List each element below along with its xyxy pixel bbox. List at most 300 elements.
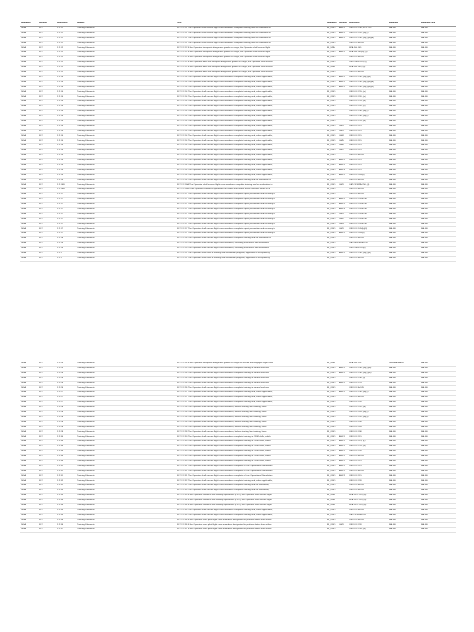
table-cell: ORO.FC.215; (b) xyxy=(348,119,388,124)
table-row xyxy=(20,168,456,173)
table-cell: AMC1 xyxy=(338,459,348,464)
table-cell: ORO.FC.125 xyxy=(348,381,388,386)
table-cell: FALSE xyxy=(388,242,420,247)
table-cell: ISSA xyxy=(20,46,38,51)
table-cell: FLT 2.2.14 The Operator shall ensure flight crew members complete training and, when applicable, xyxy=(176,129,326,134)
table-cell: FLT 2.2.34 If the Operator conducts low visibility operations (LVO), the Operator shall ensure flight xyxy=(176,503,326,508)
table-cell: AMC1 xyxy=(338,173,348,178)
table-cell: FLT 2.2.17 The Operator shall ensure flight crew members complete upset prevention and recovery tr xyxy=(176,232,326,237)
table-cell: AMC3 xyxy=(338,168,348,173)
table-cell: GM2 xyxy=(338,217,348,222)
table-row xyxy=(20,61,456,66)
table-row xyxy=(20,523,456,528)
table-cell: FLT xyxy=(38,183,56,188)
table-cell: FLT 2.2.14 The Operator shall ensure flight crew members complete training and, when applicable, xyxy=(176,110,326,115)
table-cell: ORO.FC.115 xyxy=(348,464,388,469)
table-row xyxy=(20,36,456,41)
table-cell: FALSE xyxy=(388,163,420,168)
table-row xyxy=(20,513,456,518)
table-cell: Training Elements xyxy=(76,371,176,376)
table-row xyxy=(20,158,456,163)
table-cell: FLT 2.2.16A The Operator shall ensure flight crew members complete training and an evaluation in xyxy=(176,183,326,188)
table-cell: 2.2.19 xyxy=(56,242,76,247)
table-cell: Training Elements xyxy=(76,61,176,66)
table-cell: AMC1 xyxy=(338,31,348,36)
table-cell: ORO.FC.230; (b)(1) xyxy=(348,110,388,115)
table-cell: ORO.FC.A.245 xyxy=(348,396,388,401)
table-cell: IR_SPA xyxy=(326,46,338,51)
table-cell: ORO.FC.235; (a) xyxy=(348,528,388,533)
table-cell: 2.2.14 xyxy=(56,100,76,105)
table-row xyxy=(20,518,456,523)
table-cell xyxy=(338,528,348,533)
table-row xyxy=(20,246,456,251)
table-cell: FALSE xyxy=(420,105,456,110)
table-cell: FLT xyxy=(38,134,56,139)
table-row xyxy=(20,371,456,376)
table-cell: FALSE xyxy=(420,100,456,105)
table-cell: IR_ORO xyxy=(326,518,338,523)
table-cell: 2.2.1 xyxy=(56,256,76,261)
table-cell: FALSE xyxy=(388,95,420,100)
table-cell: 2.2.17 xyxy=(56,227,76,232)
table-cell: FALSE xyxy=(388,371,420,376)
table-cell: 2.2.30 xyxy=(56,445,76,450)
table-cell: ISSA xyxy=(20,410,38,415)
table-cell: FLT 2.2.14 The Operator shall ensure flight crew members complete training and, when applicable, xyxy=(176,158,326,163)
table-cell: FLT 2.2.17 The Operator shall ensure flight crew members complete upset prevention and recovery tr xyxy=(176,198,326,203)
table-cell: IR_ORO xyxy=(326,430,338,435)
table-cell: FALSE xyxy=(420,508,456,513)
table-cell: ORO.FC.A.245 xyxy=(348,188,388,193)
table-cell: ISSA xyxy=(20,246,38,251)
table-cell: 2.2.28 xyxy=(56,425,76,430)
table-cell: FALSE xyxy=(388,396,420,401)
table-cell: IR_ORO xyxy=(326,484,338,489)
table-cell: AMC1 xyxy=(338,232,348,237)
table-cell: IR_ORO xyxy=(326,227,338,232)
table-cell: FALSE xyxy=(420,469,456,474)
table-cell: ORO.FC.A.245 xyxy=(348,41,388,46)
table-cell: FALSE xyxy=(420,474,456,479)
table-cell: FLT 2.2.28 The Operator shall ensure flight crew members, before starting line training, have xyxy=(176,415,326,420)
table-cell: AMC1 xyxy=(338,26,348,31)
table-cell: FALSE xyxy=(420,464,456,469)
table-cell: FLT xyxy=(38,222,56,227)
table-cell: ORO.FC.220&230 xyxy=(348,212,388,217)
table-cell: ISSA xyxy=(20,134,38,139)
table-row xyxy=(20,528,456,533)
table-cell: FALSE xyxy=(388,110,420,115)
table-cell: FLT 2.2.36 If the Operator uses pilot flight crew members designated to perform duties from either xyxy=(176,518,326,523)
table-cell: Training Elements xyxy=(76,415,176,420)
table-cell: FALSE xyxy=(420,51,456,56)
table-cell: IR_ORO xyxy=(326,85,338,90)
table-cell: 2.2.12 xyxy=(56,66,76,71)
table-cell: ISSA xyxy=(20,362,38,366)
table-cell: Training Elements xyxy=(76,154,176,159)
table-cell: Training Elements xyxy=(76,362,176,366)
table-cell: FLT xyxy=(38,489,56,494)
table-cell: IR_ORO xyxy=(326,100,338,105)
table-cell: FALSE xyxy=(420,193,456,198)
table-cell: FLT 2.2.1L The Operator shall have a training and evaluation program, approved or accepted by xyxy=(176,256,326,261)
table-cell: ISSA xyxy=(20,376,38,381)
table-cell: ISSA xyxy=(20,198,38,203)
table-cell: ISSA xyxy=(20,75,38,80)
col-header: Reference xyxy=(348,22,388,26)
table-cell: ISSA xyxy=(20,232,38,237)
table-cell: Training Elements xyxy=(76,110,176,115)
table-cell: ORO.FC.115 xyxy=(348,144,388,149)
table-row xyxy=(20,494,456,499)
table-cell: FLT 2.2.14 The Operator shall ensure flight crew members complete training and, when applicable, xyxy=(176,149,326,154)
table-cell: ORO.FC.230; (f) xyxy=(348,376,388,381)
table-cell: FALSE xyxy=(388,523,420,528)
table-cell: ORO.FC.220; (a) xyxy=(348,95,388,100)
table-cell: FALSE xyxy=(388,183,420,188)
table-row xyxy=(20,66,456,71)
table-cell: FLT xyxy=(38,193,56,198)
table-cell: CAT.GEN.MPA.120 xyxy=(348,242,388,247)
table-cell: 2.2.28 xyxy=(56,415,76,420)
table-cell: Training Elements xyxy=(76,251,176,256)
table-cell: FLT xyxy=(38,366,56,371)
table-cell: Training Elements xyxy=(76,222,176,227)
table-cell: FLT xyxy=(38,401,56,406)
table-row xyxy=(20,232,456,237)
table-cell: IR_ORO xyxy=(326,75,338,80)
table-cell: ISSA xyxy=(20,523,38,528)
table-cell: FALSE xyxy=(420,26,456,31)
table-cell: Training Elements xyxy=(76,494,176,499)
table-cell: IR_ORO xyxy=(326,26,338,31)
table-cell: ORO.FC.220; (b)(3) xyxy=(348,415,388,420)
table-row xyxy=(20,70,456,75)
table-cell: ISSA xyxy=(20,386,38,391)
table-cell: FALSE xyxy=(388,366,420,371)
table-cell: IR_SPA xyxy=(326,66,338,71)
table-cell: ORO.FC.220&230 xyxy=(348,202,388,207)
table-row xyxy=(20,251,456,256)
table-cell: FALSE xyxy=(388,528,420,533)
table-cell: IR_ORO xyxy=(326,124,338,129)
table-cell: FALSE xyxy=(388,36,420,41)
table-cell: ORO.FC.115 xyxy=(348,474,388,479)
table-row xyxy=(20,90,456,95)
table-cell: ORO.FC.A.245 xyxy=(348,193,388,198)
table-cell: IR_ORO xyxy=(326,445,338,450)
table-row xyxy=(20,51,456,56)
table-page-2 xyxy=(20,362,456,533)
table-cell: FLT xyxy=(38,75,56,80)
table-cell: Training Elements xyxy=(76,420,176,425)
table-cell: ISSA xyxy=(20,158,38,163)
table-cell: FLT xyxy=(38,158,56,163)
table-cell: FLT xyxy=(38,246,56,251)
table-cell: FLT xyxy=(38,508,56,513)
table-cell: FLT xyxy=(38,237,56,242)
table-row xyxy=(20,242,456,247)
table-cell: GM1 xyxy=(338,124,348,129)
table-cell: ORO.FC.230; FCL.725 xyxy=(348,26,388,31)
table-cell: FLT xyxy=(38,198,56,203)
table-cell: FALSE xyxy=(420,36,456,41)
table-cell: Training Elements xyxy=(76,489,176,494)
table-cell: ISSA xyxy=(20,100,38,105)
table-cell: IR_ORO xyxy=(326,401,338,406)
table-cell: 2.2.37 xyxy=(56,528,76,533)
table-cell: FLT xyxy=(38,80,56,85)
table-cell: IR_ORO xyxy=(326,256,338,261)
table-row xyxy=(20,85,456,90)
table-cell: IR_ORO xyxy=(326,425,338,430)
table-cell: 2.2.14 xyxy=(56,144,76,149)
table-cell: IR_ORO xyxy=(326,207,338,212)
table-cell: ISSA xyxy=(20,513,38,518)
table-cell: IR_ORO xyxy=(326,435,338,440)
table-cell: 2.2.14 xyxy=(56,80,76,85)
table-cell: FLT xyxy=(38,381,56,386)
table-cell: FALSE xyxy=(388,251,420,256)
table-cell: ORO.FC.115 xyxy=(348,124,388,129)
table-cell: 2.2.17 xyxy=(56,207,76,212)
table-cell: FLT xyxy=(38,494,56,499)
table-cell: Training Elements xyxy=(76,149,176,154)
table-cell: 2.2.17 xyxy=(56,212,76,217)
table-cell: FLT 2.2.12 If the Operator transports dangerous goods as cargo, the Operator shall ensure flight xyxy=(176,56,326,61)
table-cell: FLT 2.2.14 The Operator shall ensure flight crew members complete training and, when applicable, xyxy=(176,168,326,173)
table-cell: 2.2.19 xyxy=(56,246,76,251)
table-cell: ORO.FC.A.245 xyxy=(348,256,388,261)
table-cell: FALSE xyxy=(388,61,420,66)
table-cell: Training Elements xyxy=(76,124,176,129)
table-cell: FLT xyxy=(38,479,56,484)
table-cell: Training Elements xyxy=(76,518,176,523)
table-cell: ISSA xyxy=(20,51,38,56)
table-cell: 2.2.27 xyxy=(56,391,76,396)
table-cell: Training Elements xyxy=(76,163,176,168)
table-cell: FALSE xyxy=(420,528,456,533)
table-cell: 2.2.14 xyxy=(56,75,76,80)
table-cell: FALSE xyxy=(420,144,456,149)
table-cell: FLT 2.2.35 The Operator shall ensure flight crew members complete training and, when applicable, xyxy=(176,508,326,513)
table-cell xyxy=(338,256,348,261)
table-cell: ORO.FC.A.245 xyxy=(348,469,388,474)
table-cell: ISSA xyxy=(20,430,38,435)
table-cell: ISSA xyxy=(20,528,38,533)
table-cell: AMC1 xyxy=(338,391,348,396)
table-row xyxy=(20,420,456,425)
table-cell: ISSA xyxy=(20,396,38,401)
table-cell: 2.2.36 xyxy=(56,523,76,528)
table-cell: GM1 xyxy=(338,523,348,528)
table-cell: IR_ORO xyxy=(326,246,338,251)
table-cell: FALSE xyxy=(388,139,420,144)
table-cell: FLT xyxy=(38,95,56,100)
table-cell: IR_ORO xyxy=(326,371,338,376)
table-cell: FLT 2.2.27 The Operator shall ensure flight crew members complete training and, when applicable, xyxy=(176,396,326,401)
table-cell: IR_ORO xyxy=(326,450,338,455)
table-cell: FLT 2.2.31 The Operator shall ensure flight crew members complete a Line Operational Simulation xyxy=(176,464,326,469)
table-cell: Training Elements xyxy=(76,479,176,484)
table-cell: 2.2.30 xyxy=(56,450,76,455)
table-cell: FLT xyxy=(38,376,56,381)
table-cell: AMC1 xyxy=(338,85,348,90)
table-cell: FALSE xyxy=(420,124,456,129)
table-cell: ORO.FC.205(a) xyxy=(348,232,388,237)
table-cell: IR_ORO xyxy=(326,381,338,386)
table-row xyxy=(20,440,456,445)
table-cell: SPA.DG.105; (a) xyxy=(348,66,388,71)
table-cell: 2.2.14 xyxy=(56,178,76,183)
table-cell: Training Elements xyxy=(76,80,176,85)
table-cell: FLT 2.2.28 The Operator shall ensure flight crew members, before starting line training, have xyxy=(176,430,326,435)
table-cell: FALSE xyxy=(388,440,420,445)
table-row xyxy=(20,100,456,105)
table-cell: Training Elements xyxy=(76,119,176,124)
page-2 xyxy=(0,316,474,632)
table-cell: FLT 2.2.12 If the Operator transports dangerous goods as cargo, the Operator shall ensure flight xyxy=(176,46,326,51)
table-cell: Training Elements xyxy=(76,513,176,518)
table-cell: FLT xyxy=(38,498,56,503)
table-row xyxy=(20,237,456,242)
table-cell: FLT 2.2.25 The Operator shall ensure flight crew members complete training in normal and non xyxy=(176,366,326,371)
table-cell: IR_ORO xyxy=(326,523,338,528)
table-cell: AMC1 xyxy=(338,381,348,386)
table-cell: FALSE xyxy=(420,212,456,217)
table-cell: ORO.FC.115; (c) xyxy=(348,440,388,445)
table-cell: ORO.FC.330 xyxy=(348,430,388,435)
table-cell: ISSA xyxy=(20,366,38,371)
table-cell: IR_ORO xyxy=(326,232,338,237)
table-row xyxy=(20,415,456,420)
table-cell: Training Elements xyxy=(76,464,176,469)
col-header: Section xyxy=(338,22,348,26)
table-cell: ISSA xyxy=(20,435,38,440)
table-cell: ISSA xyxy=(20,85,38,90)
table-cell: FLT 2.2.12 If the Operator transports dangerous goods as cargo, the Operator shall ensure flight xyxy=(176,51,326,56)
table-cell: FLT xyxy=(38,425,56,430)
table-cell: FALSE xyxy=(388,51,420,56)
table-cell: ISSA xyxy=(20,508,38,513)
table-cell: FLT xyxy=(38,154,56,159)
table-cell: FALSE xyxy=(420,232,456,237)
table-cell: Training Elements xyxy=(76,376,176,381)
table-cell: 2.2.14 xyxy=(56,173,76,178)
table-cell: 2.2.26 xyxy=(56,381,76,386)
table-row xyxy=(20,110,456,115)
table-cell: Training Elements xyxy=(76,459,176,464)
table-cell: Training Elements xyxy=(76,227,176,232)
table-cell: 2.2.14 xyxy=(56,149,76,154)
table-cell: Training Elements xyxy=(76,454,176,459)
table-row xyxy=(20,508,456,513)
col-header: Modified Link xyxy=(420,22,456,26)
table-cell: FALSE xyxy=(420,362,456,366)
table-cell: 2.2.14 xyxy=(56,163,76,168)
table-cell: ORO.FC.205; (b)(1) xyxy=(348,410,388,415)
table-cell: FLT xyxy=(38,256,56,261)
table-cell: ORO.FC.A.245 xyxy=(348,237,388,242)
table-cell: 2.2.17 xyxy=(56,202,76,207)
table-cell: 2.2.11 xyxy=(56,36,76,41)
table-cell: FALSE xyxy=(420,503,456,508)
table-cell: IR_ORO xyxy=(326,80,338,85)
table-cell: ORO.FC.220&230 xyxy=(348,217,388,222)
table-cell: ISSA xyxy=(20,227,38,232)
table-cell: IR_SPA xyxy=(326,498,338,503)
table-cell: 2.2.14 xyxy=(56,114,76,119)
table-cell: FLT 2.2.17 The Operator shall ensure flight crew members complete upset prevention and recovery tr xyxy=(176,202,326,207)
table-cell: AMC1 xyxy=(338,454,348,459)
table-cell: FLT xyxy=(38,528,56,533)
table-cell: FALSE xyxy=(388,105,420,110)
table-cell: Training Elements xyxy=(76,26,176,31)
table-cell: 2.2.16B xyxy=(56,183,76,188)
table-cell: FALSE xyxy=(388,70,420,75)
table-cell: FALSE xyxy=(420,227,456,232)
table-cell: FLT 2.2.14 The Operator shall ensure flight crew members complete training and, when applicable, xyxy=(176,173,326,178)
table-cell: FALSE xyxy=(388,188,420,193)
table-body-page-2 xyxy=(20,362,456,533)
table-cell: Training Elements xyxy=(76,56,176,61)
table-cell: FLT 2.2.12 If the Operator does not transport dangerous goods as cargo, the Operator shall ensure xyxy=(176,66,326,71)
table-cell: 2.2.31 xyxy=(56,474,76,479)
table-cell: IR_ORO xyxy=(326,158,338,163)
table-cell: FALSE xyxy=(420,396,456,401)
table-cell: FALSE xyxy=(420,242,456,247)
table-cell: FALSE xyxy=(388,445,420,450)
table-cell: Training Elements xyxy=(76,100,176,105)
table-cell: IR_ORO xyxy=(326,396,338,401)
table-cell: IR_ORO xyxy=(326,41,338,46)
table-cell: ORO.FC.115 xyxy=(348,459,388,464)
table-cell: 2.2.11 xyxy=(56,26,76,31)
table-cell: FALSE xyxy=(420,420,456,425)
table-cell: FALSE xyxy=(420,173,456,178)
table-cell: FALSE xyxy=(388,518,420,523)
table-cell: FLT xyxy=(38,173,56,178)
table-cell: Training Elements xyxy=(76,31,176,36)
table-cell: FLT 2.2.34 If the Operator conducts low visibility operations (LVO), the Operator shall ensure flight xyxy=(176,498,326,503)
table-cell: FALSE xyxy=(388,207,420,212)
table-cell: AMC2 xyxy=(338,163,348,168)
table-cell: ISSA xyxy=(20,401,38,406)
table-cell: FALSE xyxy=(388,202,420,207)
table-cell: FALSE xyxy=(420,168,456,173)
table-cell: ORO.GEN.110(f) xyxy=(348,246,388,251)
table-cell: FLT 2.2.14 The Operator shall ensure flight crew members complete training and, when applicable, xyxy=(176,105,326,110)
table-cell: AMC1 xyxy=(338,198,348,203)
table-cell: AMC1 xyxy=(338,440,348,445)
table-cell: 2.2.17 xyxy=(56,193,76,198)
col-header: Section xyxy=(38,22,56,26)
table-cell: FLT 2.2.1L The Operator shall have a training and evaluation program, approved or accepted by xyxy=(176,251,326,256)
table-cell: IR_ORO xyxy=(326,459,338,464)
table-cell: FALSE xyxy=(388,391,420,396)
table-cell: ISSA xyxy=(20,454,38,459)
table-row xyxy=(20,41,456,46)
table-cell: 2.2.25 xyxy=(56,366,76,371)
table-cell: ISSA xyxy=(20,464,38,469)
table-cell: 2.2.14 xyxy=(56,139,76,144)
table-cell: ISSA xyxy=(20,425,38,430)
table-cell: FLT 2.2.11 The Operator shall ensure flight crew members complete training and an evaluation in xyxy=(176,31,326,36)
table-cell: IR_ORO xyxy=(326,508,338,513)
table-cell: FALSE xyxy=(388,508,420,513)
table-cell: FLT 2.2.31 The Operator shall ensure flight crew members complete a Line Operational Simulation xyxy=(176,474,326,479)
